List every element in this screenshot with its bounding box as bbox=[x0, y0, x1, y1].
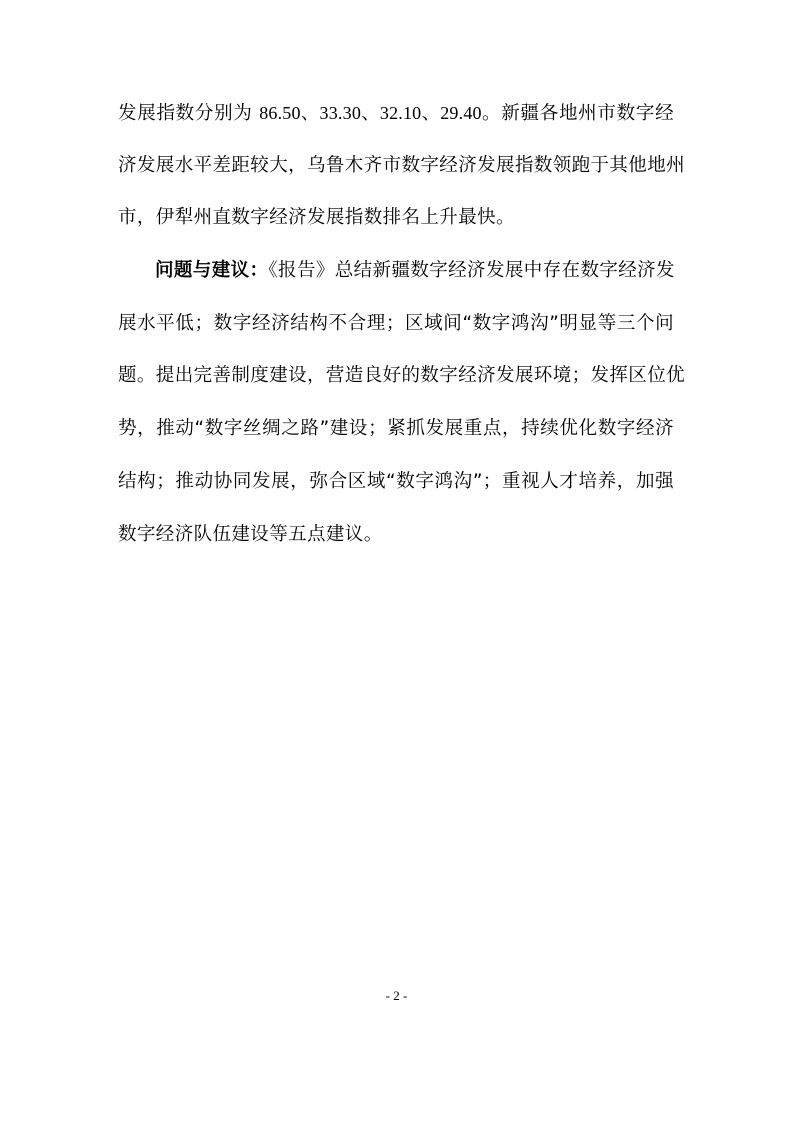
paragraph-2-line-1 bbox=[118, 253, 674, 306]
text-run: 《报告》总结新疆数字经济发展中存在数字经济发 bbox=[268, 260, 675, 282]
document-body bbox=[118, 95, 686, 569]
paragraph-1-line-1 bbox=[118, 95, 674, 148]
page-number: - 2 - bbox=[385, 988, 408, 1003]
paragraph-2-line-3: 题。提出完善制度建设，营造良好的数字经济发展环境；发挥区位优 bbox=[118, 365, 686, 387]
paragraph-2-line-5: 结构；推动协同发展，弥合区域“数字鸿沟”；重视人才培养，加强 bbox=[118, 470, 674, 492]
text-run: 发展指数分别为 bbox=[118, 103, 253, 124]
paragraph-2-line-4: 势，推动“数字丝绸之路”建设；紧抓发展重点，持续优化数字经济 bbox=[118, 418, 674, 440]
section-heading: 问题与建议： bbox=[155, 260, 269, 282]
index-values: 86.50、33.30、32.10、29.40 bbox=[259, 103, 482, 123]
paragraph-2-line-6: 数字经济队伍建设等五点建议。 bbox=[118, 523, 383, 545]
paragraph-1-line-3: 市，伊犁州直数字经济发展指数排名上升最快。 bbox=[118, 207, 515, 229]
text-run: 。新疆各地州市数字经 bbox=[481, 103, 674, 124]
paragraph-2-line-2: 展水平低；数字经济结构不合理；区域间“数字鸿沟”明显等三个问 bbox=[118, 312, 674, 334]
paragraph-1-line-2: 济发展水平差距较大，乌鲁木齐市数字经济发展指数领跑于其他地州 bbox=[118, 154, 686, 176]
